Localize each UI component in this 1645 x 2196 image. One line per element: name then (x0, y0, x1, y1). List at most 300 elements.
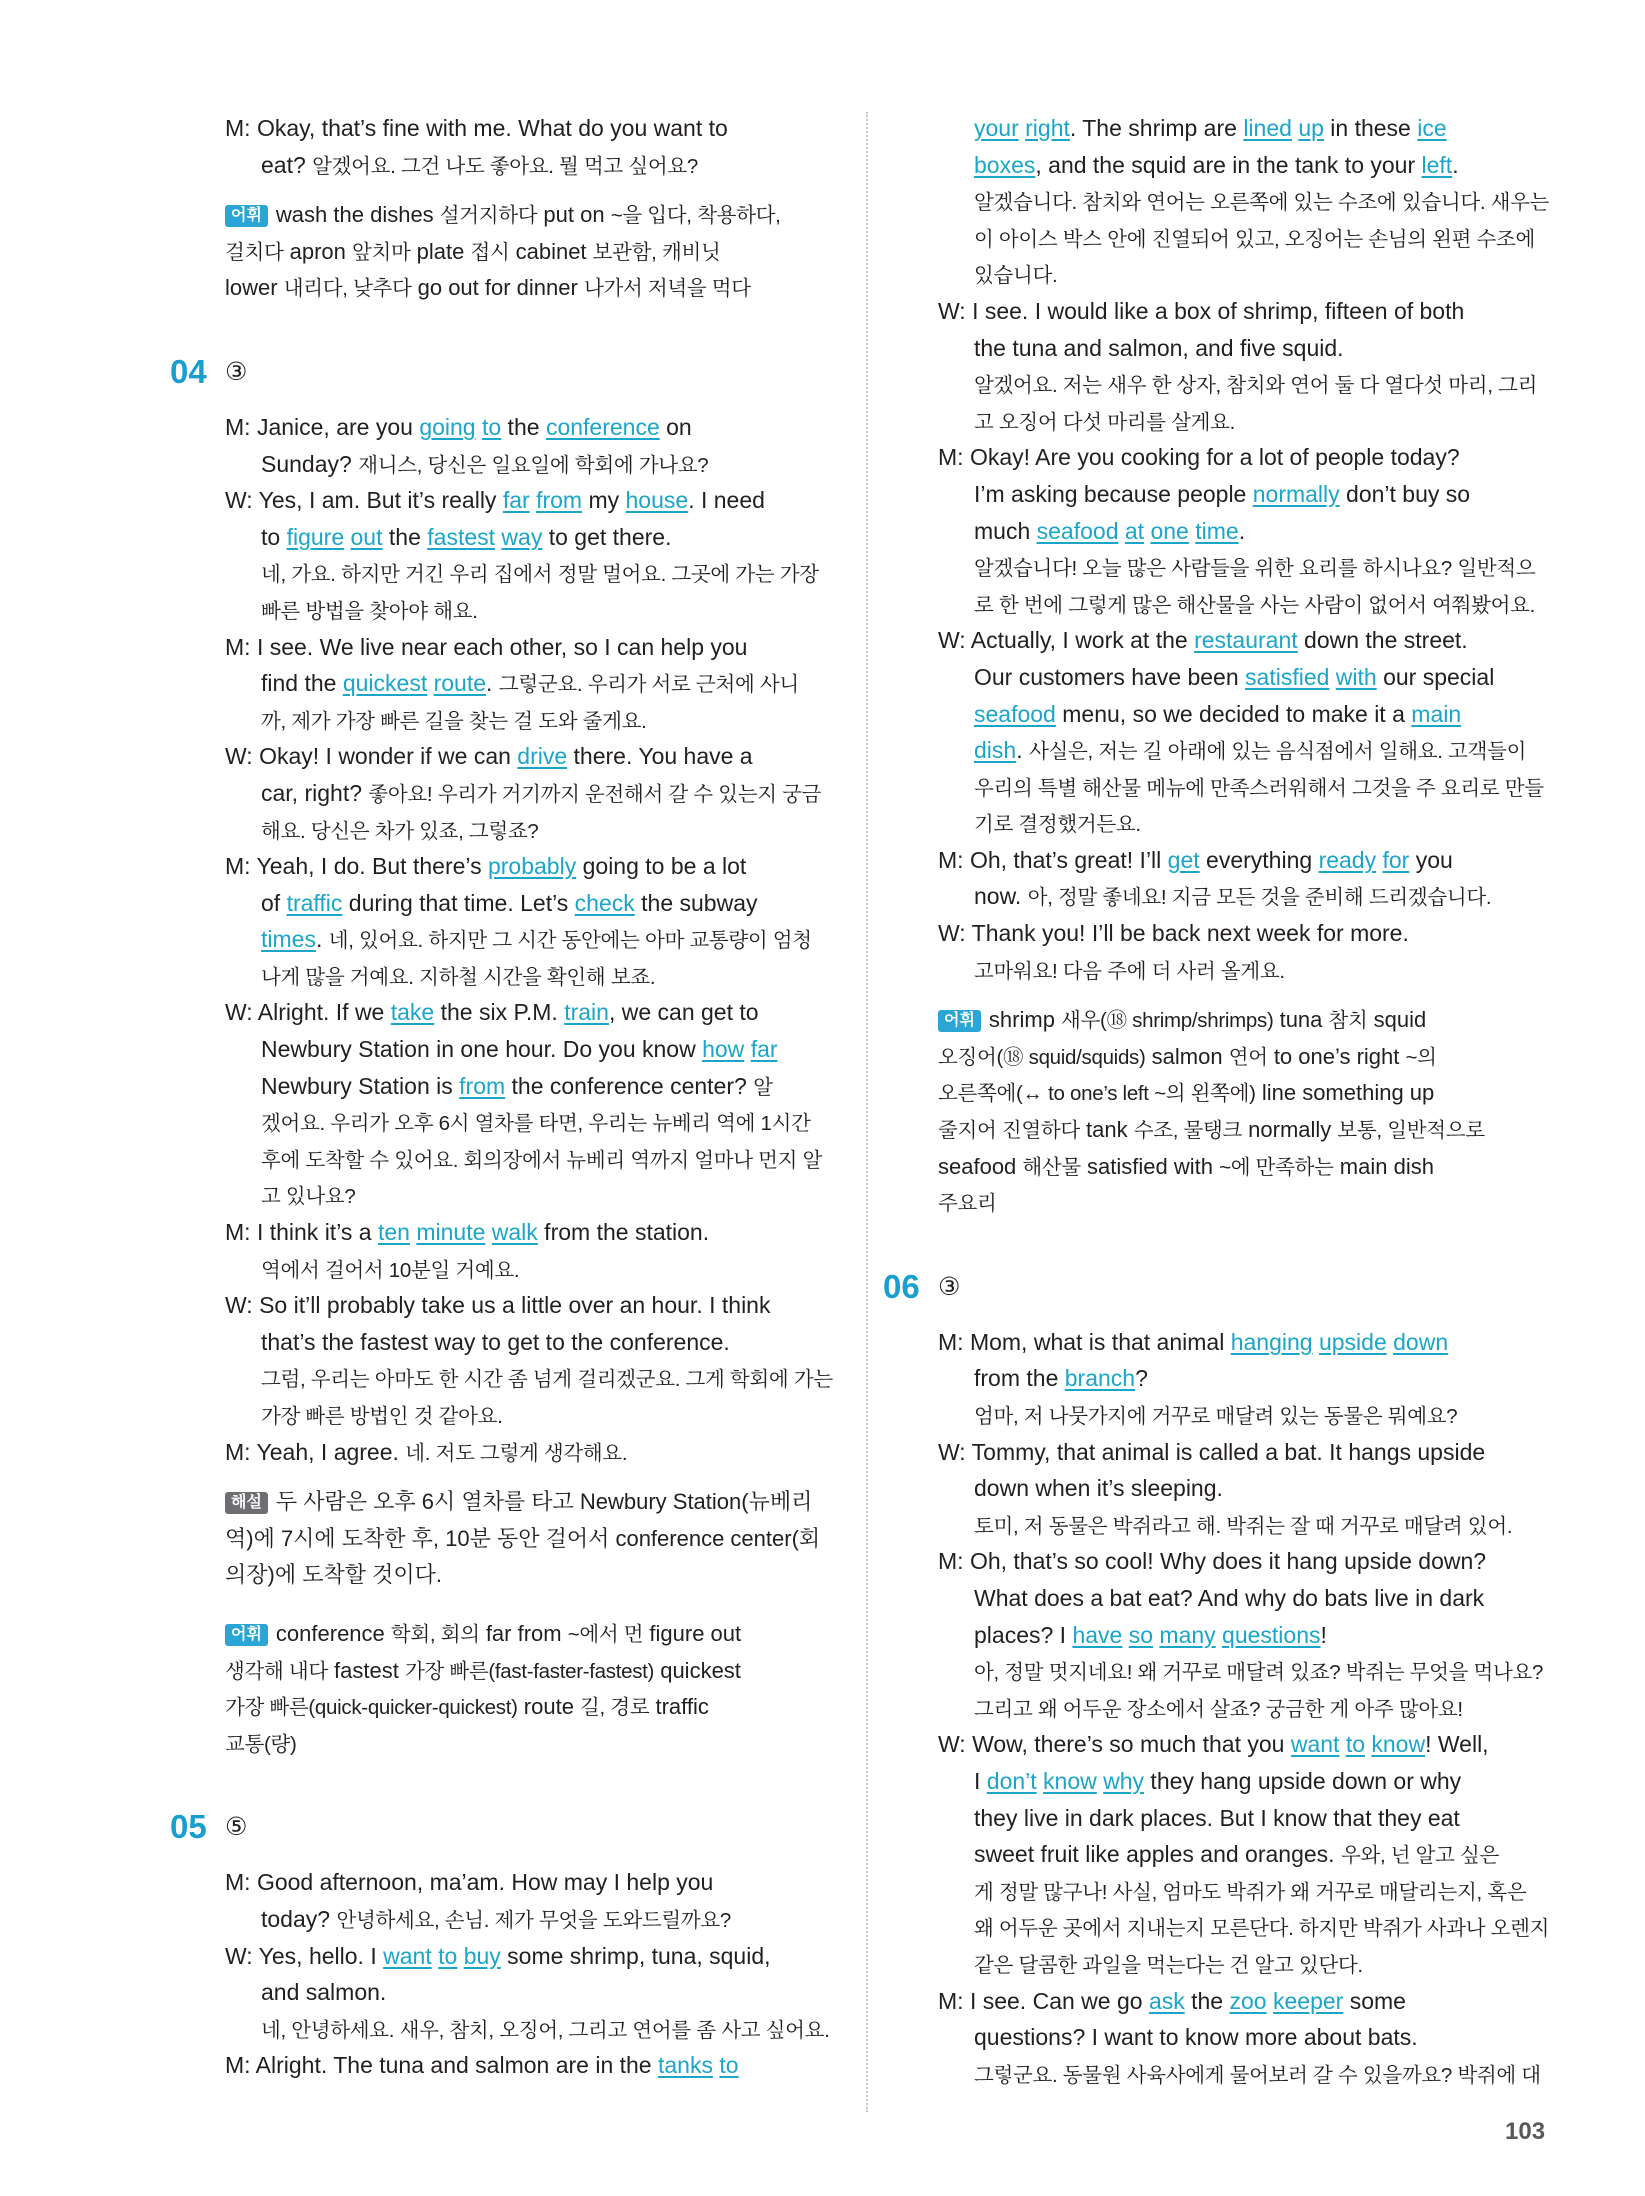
dialog-05-part1 (225, 1864, 835, 2084)
answer-blank-word: drive (517, 743, 568, 770)
answer-blank-word: get (1167, 846, 1200, 873)
translation-text: ~의 (1405, 1045, 1437, 1069)
line-text: W: Alright. If we (225, 999, 391, 1026)
text-line (225, 1068, 835, 1105)
line-text: down the street. (1297, 627, 1468, 654)
line-text: line something up (1255, 1080, 1435, 1106)
text-line (225, 1141, 835, 1178)
text-line (938, 586, 1553, 623)
text-line (225, 921, 835, 958)
line-text: main dish (1333, 1153, 1434, 1179)
answer-blank-word: check (574, 889, 635, 916)
text-line (938, 330, 1553, 367)
text-line (225, 885, 835, 922)
line-text: 역)에 7시에 도착한 후, 10분 동안 걸어서 conference center(회 (225, 1525, 821, 1551)
text-line (225, 1031, 835, 1068)
translation-text: ~에서 먼 (567, 1622, 644, 1646)
line-text: much (974, 517, 1037, 544)
text-line (225, 1726, 835, 1763)
text-line (225, 1616, 835, 1653)
line-text: down when it’s sleeping. (974, 1475, 1223, 1502)
text-line (938, 1909, 1553, 1946)
line-text: M: Yeah, I do. But there’s (225, 853, 488, 880)
line-text: plate (410, 238, 471, 264)
translation-text: 이 아이스 박스 안에 진열되어 있고, 오징어는 손님의 왼편 수조에 (974, 227, 1536, 251)
line-text: the (382, 523, 428, 550)
line-text: salmon (1145, 1043, 1229, 1069)
line-text: W: I see. I would like a box of shrimp, fifteen of both (938, 297, 1465, 324)
line-text: Newbury Station is (261, 1072, 460, 1099)
answer-blank-word: seafood (1036, 517, 1119, 544)
line-text: put on (537, 202, 611, 228)
answer-blank-word: from (459, 1072, 506, 1099)
text-line (938, 2019, 1553, 2056)
translation-text: 접시 (470, 240, 510, 264)
line-text: , and the squid are in the tank to your (1035, 151, 1422, 178)
text-line (225, 665, 835, 702)
answer-blank-word: branch (1064, 1365, 1136, 1392)
text-line (225, 409, 835, 446)
dialog-03-end (225, 110, 835, 183)
vocabulary-tag: 어휘 (938, 1010, 981, 1032)
translation-text: 까, 제가 가장 빠른 길을 찾는 걸 도와 줄게요. (261, 709, 647, 733)
text-line (225, 2047, 835, 2084)
text-line (225, 110, 835, 147)
text-line (225, 1557, 835, 1594)
text-line (225, 1324, 835, 1361)
line-text: . (1452, 151, 1459, 178)
line-text: M: Good afternoon, ma’am. How may I help you (225, 1869, 714, 1896)
line-text: wash the dishes (275, 202, 440, 228)
translation-text: 가장 빠른(fast-faster-fastest) (404, 1659, 655, 1683)
line-text: the (501, 413, 546, 440)
translation-text: ~을 입다, 착용하다, (610, 204, 781, 228)
answer-blank-word: ask (1148, 1987, 1185, 2014)
text-line (225, 1177, 835, 1214)
text-line (938, 659, 1553, 696)
line-text: . (315, 926, 329, 953)
answer-blank-word: to (719, 2052, 739, 2079)
answer-blank-word: know (1043, 1767, 1097, 1794)
answer-blank-word: time (1195, 517, 1239, 544)
answer-blank-word: traffic (286, 889, 343, 916)
line-text: . (1016, 737, 1029, 764)
line-text: places? I (974, 1621, 1073, 1648)
answer-blank-word: to (438, 1942, 458, 1969)
text-line (225, 848, 835, 885)
line-text: menu, so we decided to make it a (1055, 700, 1412, 727)
text-line (225, 2011, 835, 2048)
translation-text: 참치 (1328, 1009, 1368, 1033)
answer-blank-word: figure (286, 523, 345, 550)
line-text: eat? (261, 151, 313, 178)
section-04-header (170, 329, 835, 409)
line-text: M: Mom, what is that animal (938, 1328, 1231, 1355)
translation-text: 알겠습니다! 오늘 많은 사람들을 위한 요리를 하시나요? 일반적으 (974, 557, 1536, 581)
text-line (938, 1983, 1553, 2020)
vocabulary-04 (225, 1616, 835, 1762)
explanation-04 (225, 1484, 835, 1594)
section-number: 05 (170, 1808, 207, 1846)
text-line (225, 147, 835, 184)
text-line (225, 270, 835, 307)
text-line (938, 220, 1553, 257)
line-text: seafood (938, 1153, 1023, 1179)
text-line (225, 1901, 835, 1938)
line-text: that’s the fastest way to get to the conference. (261, 1328, 730, 1355)
translation-text: 네. 저도 그렇게 생각해요. (405, 1441, 628, 1465)
line-text: cabinet (509, 238, 593, 264)
text-line (938, 1836, 1553, 1873)
answer-blank-word: restaurant (1194, 627, 1298, 654)
line-text: 두 사람은 오후 6시 열차를 타고 Newbury Station(뉴베리 (275, 1489, 813, 1515)
answer-blank-word: normally (1252, 480, 1340, 507)
translation-text: 내리다, 낮추다 (283, 277, 412, 301)
section-number: 04 (170, 352, 207, 390)
answer-blank-word: right (1025, 115, 1070, 141)
line-text: M: Yeah, I agree. (225, 1438, 406, 1465)
line-text: . I need (688, 487, 765, 514)
text-line (938, 842, 1553, 879)
answer-blank-word: seafood (974, 700, 1056, 727)
line-text: going to be a lot (576, 853, 747, 880)
answer-blank-word: one (1150, 517, 1189, 544)
translation-text: 나가서 저녁을 먹다 (583, 277, 751, 301)
line-text: and salmon. (261, 1979, 387, 2006)
line-text: route (517, 1694, 581, 1720)
line-text: M: Oh, that’s great! I’ll (938, 846, 1168, 873)
vocabulary-tag: 어휘 (225, 1624, 268, 1646)
line-text: tank (1079, 1117, 1134, 1143)
translation-text: 엄마, 저 나뭇가지에 거꾸로 매달려 있는 동물은 뭐예요? (974, 1405, 1458, 1428)
line-text: W: Tommy, that animal is called a bat. It hangs upside (938, 1438, 1486, 1465)
dialog-05-part2 (938, 110, 1553, 988)
text-line (225, 1974, 835, 2011)
translation-text: 해산물 (1022, 1155, 1081, 1179)
answer-blank-word: have (1072, 1621, 1123, 1648)
dialog-04 (225, 409, 835, 1470)
answer-blank-word: questions (1222, 1621, 1321, 1648)
line-text: they live in dark places. But I know that they eat (974, 1804, 1460, 1831)
text-line (938, 1653, 1553, 1690)
answer-blank-word: main (1411, 700, 1462, 727)
line-text: some (1343, 1987, 1406, 2014)
line-text: the subway (634, 889, 758, 916)
line-text: you (1409, 846, 1453, 873)
translation-text: 고 오징어 다섯 마리를 살게요. (974, 410, 1236, 434)
answer-blank-word: minute (416, 1219, 486, 1246)
translation-text: 알겠어요. 그건 나도 좋아요. 뭘 먹고 싶어요? (312, 154, 698, 178)
text-line (225, 446, 835, 483)
line-text: W: Yes, I am. But it’s really (225, 487, 503, 514)
answer-blank-word: far (750, 1036, 778, 1063)
translation-text: 걸치다 (225, 240, 284, 264)
line-text: questions? I want to know more about bats. (974, 2024, 1418, 2051)
translation-text: 아, 정말 좋네요! 지금 모든 것을 준비해 드리겠습니다. (1027, 886, 1492, 910)
translation-text: 기로 결정했거든요. (974, 813, 1141, 837)
text-line (225, 1360, 835, 1397)
answer-blank-word: walk (491, 1219, 538, 1246)
page-number: 103 (1505, 2118, 1546, 2145)
text-line (938, 696, 1553, 733)
line-text: quickest (654, 1657, 741, 1683)
text-line (225, 958, 835, 995)
line-text: to (261, 523, 287, 550)
answer-blank-word: want (1290, 1731, 1340, 1758)
text-line (938, 1507, 1553, 1544)
text-line (938, 878, 1553, 915)
translation-text: 해요. 당신은 차가 있죠, 그렇죠? (261, 819, 539, 843)
text-line (225, 1397, 835, 1434)
translation-text: 주요리 (938, 1192, 997, 1216)
translation-text: 고 있나요? (261, 1185, 356, 1209)
text-line (938, 110, 1553, 147)
answer-blank-word: want (383, 1942, 432, 1969)
text-line (225, 1484, 835, 1521)
text-line (938, 952, 1553, 989)
line-text: traffic (649, 1694, 709, 1720)
line-text: . (486, 670, 499, 697)
answer-blank-word: boxes (974, 151, 1036, 178)
line-text: today? (261, 1905, 337, 1932)
translation-text: 좋아요! 우리가 거기까지 운전해서 갈 수 있는지 궁금 (368, 782, 822, 806)
line-text: I’m asking because people (974, 480, 1253, 507)
answer-blank-word: ice (1417, 115, 1447, 141)
translation-text: 그럼, 우리는 아마도 한 시간 좀 넘게 걸리겠군요. 그게 학회에 가는 (261, 1368, 833, 1392)
line-text: , we can get to (608, 999, 759, 1026)
answer-blank-word: satisfied (1245, 663, 1330, 690)
answer-blank-word: take (390, 999, 435, 1026)
line-text: find the (261, 670, 343, 697)
text-line (938, 1397, 1553, 1434)
translation-text: 사실은, 저는 길 아래에 있는 음식점에서 일해요. 고객들이 (1028, 740, 1527, 764)
translation-text: 아, 정말 멋지네요! 왜 거꾸로 매달려 있죠? 박쥐는 무엇을 먹나요? (974, 1661, 1544, 1685)
translation-text: 학회, 회의 (390, 1622, 480, 1646)
text-line (225, 234, 835, 271)
text-line (938, 1075, 1553, 1112)
text-line (225, 1214, 835, 1251)
answer-blank-word: out (350, 523, 383, 550)
line-text: W: Actually, I work at the (938, 627, 1195, 654)
answer-blank-word: ready (1318, 846, 1377, 873)
translation-text: 가장 빠른(quick-quicker-quickest) (225, 1696, 518, 1720)
translation-text: 그렇군요. 우리가 서로 근처에 사니 (498, 673, 799, 697)
text-line (938, 183, 1553, 220)
line-text: W: Yes, hello. I (225, 1942, 384, 1969)
answer-blank-word: ten (377, 1219, 410, 1246)
text-line (938, 1946, 1553, 1983)
translation-text: 오른쪽에(↔ to one’s left ~의 왼쪽에) (938, 1082, 1256, 1106)
translation-text: 고마워요! 다음 주에 더 사러 올게요. (974, 959, 1285, 983)
text-line (225, 1104, 835, 1141)
answer-blank-word: upside (1318, 1328, 1387, 1355)
text-line (938, 1434, 1553, 1471)
line-text: everything (1199, 846, 1319, 873)
answer-blank-word: why (1103, 1767, 1145, 1794)
text-line (938, 1726, 1553, 1763)
line-text: the tuna and salmon, and five squid. (974, 334, 1344, 361)
text-line (938, 1580, 1553, 1617)
line-text: M: Janice, are you (225, 413, 420, 440)
text-line (938, 366, 1553, 403)
answer-blank-word: know (1371, 1731, 1426, 1758)
line-text: M: Okay, that’s fine with me. What do you want to (225, 115, 728, 141)
answer-blank-word: times (261, 926, 316, 953)
text-line (938, 1543, 1553, 1580)
line-text: shrimp (988, 1007, 1062, 1033)
line-text: the conference center? (505, 1072, 754, 1099)
translation-text: 후에 도착할 수 있어요. 회의장에서 뉴베리 역까지 얼마나 먼지 알 (261, 1148, 823, 1172)
text-line (938, 1873, 1553, 1910)
translation-text: 네, 가요. 하지만 거긴 우리 집에서 정말 멀어요. 그곳에 가는 가장 (261, 563, 819, 587)
line-text: M: I see. Can we go (938, 1987, 1149, 2014)
translation-text: 알 (753, 1075, 773, 1099)
text-line (938, 1360, 1553, 1397)
translation-text: 길, 경로 (580, 1696, 650, 1720)
line-text: . (1238, 517, 1246, 544)
answer-blank-word: train (564, 999, 609, 1026)
line-text: figure out (643, 1620, 742, 1646)
text-line (938, 1324, 1553, 1361)
line-text: Newbury Station in one hour. Do you know (261, 1036, 703, 1063)
line-text: . The shrimp are (1069, 115, 1244, 141)
line-text: the six P.M. (434, 999, 565, 1026)
answer-blank-word: going (419, 413, 476, 440)
line-text: car, right? (261, 779, 369, 806)
text-line (225, 592, 835, 629)
line-text: M: Oh, that’s so cool! Why does it hang upside down? (938, 1548, 1487, 1575)
answer-blank-word: hanging (1230, 1328, 1313, 1355)
translation-text: 네, 안녕하세요. 새우, 참치, 오징어, 그리고 연어를 좀 사고 싶어요. (261, 2018, 830, 2042)
translation-text: 보관함, 캐비닛 (592, 240, 721, 264)
line-text: What does a bat eat? And why do bats live in dark (974, 1584, 1485, 1611)
section-05-header (170, 1784, 835, 1864)
text-line (225, 1251, 835, 1288)
text-line (938, 2056, 1553, 2093)
text-line (938, 1185, 1553, 1222)
text-line (938, 915, 1553, 952)
text-line (225, 197, 835, 234)
translation-text: 빠른 방법을 찾아야 해요. (261, 599, 478, 623)
text-line (225, 1864, 835, 1901)
translation-text: 겠어요. 우리가 오후 6시 열차를 타면, 우리는 뉴베리 역에 1시간 (261, 1112, 811, 1136)
translation-text: 알겠어요. 저는 새우 한 상자, 참치와 연어 둘 다 열다섯 마리, 그리 (974, 374, 1538, 398)
line-text: in these (1323, 115, 1418, 141)
answer-blank-word: dish (974, 737, 1017, 764)
answer-blank-word: lined (1243, 115, 1292, 141)
line-text: M: Okay! Are you cooking for a lot of people today? (938, 444, 1460, 471)
text-line (938, 513, 1553, 550)
answer-blank-word: left (1421, 151, 1453, 178)
translation-text: ~에 만족하는 (1219, 1155, 1334, 1179)
answer-mark: ③ (938, 1272, 961, 1301)
translation-text: 우리의 특별 해산물 메뉴에 만족스러워해서 그것을 주 요리로 만들 (974, 776, 1544, 800)
answer-blank-word: house (625, 487, 689, 514)
text-line (225, 1434, 835, 1471)
line-text: my (582, 487, 626, 514)
answer-blank-word: for (1382, 846, 1410, 873)
answer-blank-word: conference (545, 413, 660, 440)
answer-blank-word: with (1335, 663, 1377, 690)
right-column (883, 110, 1553, 2092)
text-line (938, 1149, 1553, 1186)
line-text: I (974, 1767, 987, 1794)
answer-blank-word: down (1393, 1328, 1449, 1355)
answer-blank-word: don’t (986, 1767, 1037, 1794)
line-text: on (659, 413, 692, 440)
text-line (225, 629, 835, 666)
line-text: satisfied with (1080, 1153, 1220, 1179)
answer-blank-word: buy (463, 1942, 501, 1969)
text-line (225, 775, 835, 812)
translation-text: 생각해 내다 (225, 1659, 328, 1683)
line-text: far from (479, 1620, 568, 1646)
translation-text: 교통(량) (225, 1732, 297, 1756)
line-text: ! (1320, 1621, 1327, 1648)
answer-mark: ③ (225, 357, 248, 386)
translation-text: 설거지하다 (439, 204, 538, 228)
answer-blank-word: far (502, 487, 530, 514)
translation-text: 네, 있어요. 하지만 그 시간 동안에는 아마 교통량이 엄청 (328, 929, 812, 953)
translation-text: 왜 어두운 곳에서 지내는지 모른단다. 하지만 박쥐가 사과나 오렌지 (974, 1917, 1550, 1941)
answer-blank-word: probably (487, 853, 577, 880)
answer-blank-word: up (1298, 115, 1324, 141)
answer-mark: ⑤ (225, 1813, 248, 1842)
line-text: W: Okay! I wonder if we can (225, 743, 518, 770)
answer-blank-word: at (1124, 517, 1145, 544)
answer-blank-word: how (702, 1036, 745, 1063)
text-line (225, 1938, 835, 1975)
text-line (225, 555, 835, 592)
text-line (225, 1287, 835, 1324)
line-text: some shrimp, tuna, squid, (500, 1942, 771, 1969)
text-line (938, 476, 1553, 513)
translation-text: 같은 달콤한 과일을 먹는다는 건 알고 있단다. (974, 1953, 1363, 1977)
line-text: from the (974, 1365, 1065, 1392)
answer-blank-word: tanks (658, 2052, 713, 2079)
text-line (938, 732, 1553, 769)
line-text: squid (1367, 1007, 1427, 1033)
text-line (938, 622, 1553, 659)
line-text: during that time. Let’s (342, 889, 575, 916)
line-text: M: I see. We live near each other, so I can help you (225, 633, 748, 660)
translation-text: 가장 빠른 방법인 것 같아요. (261, 1405, 503, 1428)
line-text: to get there. (542, 523, 672, 550)
line-text: sweet fruit like apples and oranges. (974, 1841, 1341, 1868)
translation-text: 새우(⑱ shrimp/shrimps) (1061, 1009, 1274, 1033)
text-line (225, 519, 835, 556)
text-line (938, 1763, 1553, 1800)
translation-text: 우와, 넌 알고 싶은 (1340, 1844, 1500, 1868)
line-text: the (1184, 1987, 1230, 2014)
translation-text: 연어 (1228, 1045, 1268, 1069)
column-divider (866, 112, 868, 2112)
line-text: lower (225, 275, 284, 301)
line-text: of (261, 889, 287, 916)
left-column (170, 110, 835, 2084)
answer-blank-word: quickest (342, 670, 428, 697)
translation-text: 역에서 걸어서 10분일 거예요. (261, 1258, 520, 1282)
text-line (938, 1470, 1553, 1507)
translation-text: 보통, 일반적으로 (1337, 1119, 1485, 1143)
line-text: go out for dinner (411, 275, 584, 301)
answer-blank-word: your (974, 115, 1019, 141)
text-line (225, 1653, 835, 1690)
text-line (938, 1002, 1553, 1039)
translation-text: 토미, 저 동물은 박쥐라고 해. 박쥐는 잘 때 거꾸로 매달려 있어. (974, 1514, 1513, 1538)
text-line (938, 769, 1553, 806)
text-line (938, 1617, 1553, 1654)
